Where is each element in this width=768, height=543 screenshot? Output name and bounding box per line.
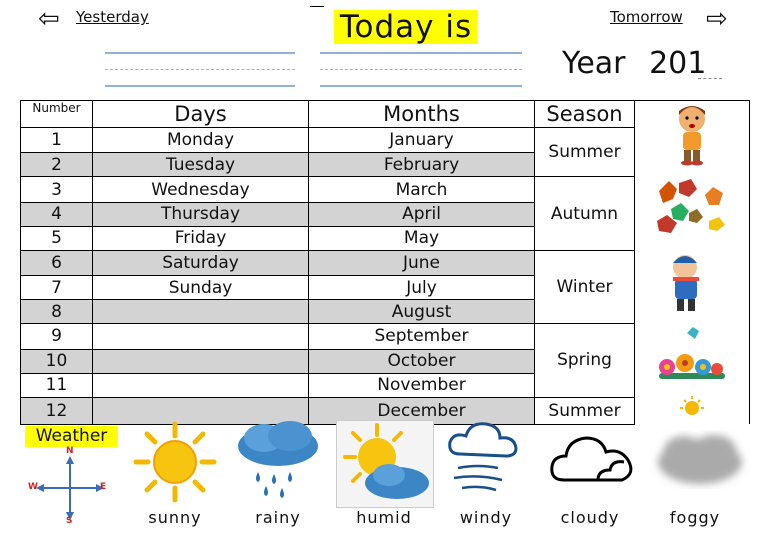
calendar-table <box>20 100 750 425</box>
title-dash <box>310 6 324 7</box>
compass-icon <box>28 448 112 530</box>
spring-flowers-icon <box>659 327 725 379</box>
row-day[interactable] <box>93 349 309 373</box>
row-day[interactable]: Monday <box>93 128 309 153</box>
row-day[interactable]: Thursday <box>93 202 309 226</box>
season-autumn[interactable]: Autumn <box>535 177 635 250</box>
row-number: 12 <box>21 397 93 424</box>
row-month[interactable]: November <box>309 373 535 397</box>
cloud-icon[interactable] <box>546 420 638 504</box>
season-pictures <box>635 101 750 425</box>
prev-day-button[interactable] <box>38 5 168 35</box>
season-summer[interactable]: Summer <box>535 128 635 177</box>
header-number: Number <box>21 101 93 128</box>
row-number: 2 <box>21 153 93 177</box>
row-day[interactable] <box>93 324 309 349</box>
row-number: 5 <box>21 226 93 250</box>
weather-caption-cloudy: cloudy <box>560 508 620 527</box>
weather-caption-humid: humid <box>356 508 412 527</box>
row-number: 3 <box>21 177 93 202</box>
header-days: Days <box>93 101 309 128</box>
row-month[interactable]: September <box>309 324 535 349</box>
year-display <box>562 46 706 81</box>
season-spring[interactable]: Spring <box>535 324 635 397</box>
weather-caption-windy: windy <box>459 508 513 527</box>
row-month[interactable]: October <box>309 349 535 373</box>
row-day[interactable] <box>93 373 309 397</box>
wind-cloud-icon[interactable] <box>440 420 536 504</box>
row-month[interactable]: December <box>309 397 535 424</box>
row-month[interactable]: April <box>309 202 535 226</box>
compass-north: N <box>66 446 74 456</box>
next-day-label[interactable]: Tomorrow <box>610 8 683 26</box>
row-number: 10 <box>21 349 93 373</box>
season-winter[interactable]: Winter <box>535 250 635 323</box>
arrow-right-icon: ⇨ <box>706 4 728 34</box>
year-prefix: 201 <box>649 46 707 81</box>
row-number: 7 <box>21 276 93 300</box>
row-number: 6 <box>21 250 93 275</box>
row-month[interactable]: January <box>309 128 535 153</box>
row-number: 8 <box>21 300 93 324</box>
arrow-left-icon: ⇦ <box>38 4 60 34</box>
row-day[interactable]: Saturday <box>93 250 309 275</box>
row-month[interactable]: August <box>309 300 535 324</box>
year-label: Year <box>562 46 626 81</box>
compass-west: W <box>28 482 38 492</box>
rain-cloud-icon[interactable] <box>232 420 324 504</box>
next-day-button[interactable] <box>608 5 738 35</box>
row-month[interactable]: March <box>309 177 535 202</box>
row-day[interactable]: Tuesday <box>93 153 309 177</box>
season-summer-2[interactable]: Summer <box>535 397 635 424</box>
row-month[interactable]: July <box>309 276 535 300</box>
row-month[interactable]: February <box>309 153 535 177</box>
sun-icon[interactable] <box>130 420 220 504</box>
row-day[interactable]: Friday <box>93 226 309 250</box>
compass-south: S <box>66 516 73 526</box>
header-months: Months <box>309 101 535 128</box>
hot-boy-icon <box>679 106 705 166</box>
year-input-line[interactable] <box>698 78 722 79</box>
sun-cloud-icon[interactable] <box>336 420 434 508</box>
row-day[interactable]: Sunday <box>93 276 309 300</box>
row-month[interactable]: May <box>309 226 535 250</box>
weather-caption-foggy: foggy <box>669 508 721 527</box>
row-day[interactable]: Wednesday <box>93 177 309 202</box>
row-number: 9 <box>21 324 93 349</box>
small-sun-icon <box>680 396 704 415</box>
autumn-leaves-icon <box>657 179 725 233</box>
header-season: Season <box>535 101 635 128</box>
table-header-row <box>21 101 750 128</box>
cold-boy-icon <box>673 255 699 311</box>
weather-label: Weather <box>25 426 118 447</box>
page-title: Today is <box>334 10 478 44</box>
weather-caption-sunny: sunny <box>148 508 202 527</box>
row-number: 4 <box>21 202 93 226</box>
compass-east: E <box>100 482 107 492</box>
row-number: 1 <box>21 128 93 153</box>
row-month[interactable]: June <box>309 250 535 275</box>
prev-day-label[interactable]: Yesterday <box>76 8 149 26</box>
row-day[interactable] <box>93 300 309 324</box>
row-number: 11 <box>21 373 93 397</box>
weather-caption-rainy: rainy <box>255 508 301 527</box>
fog-icon[interactable] <box>650 420 750 504</box>
